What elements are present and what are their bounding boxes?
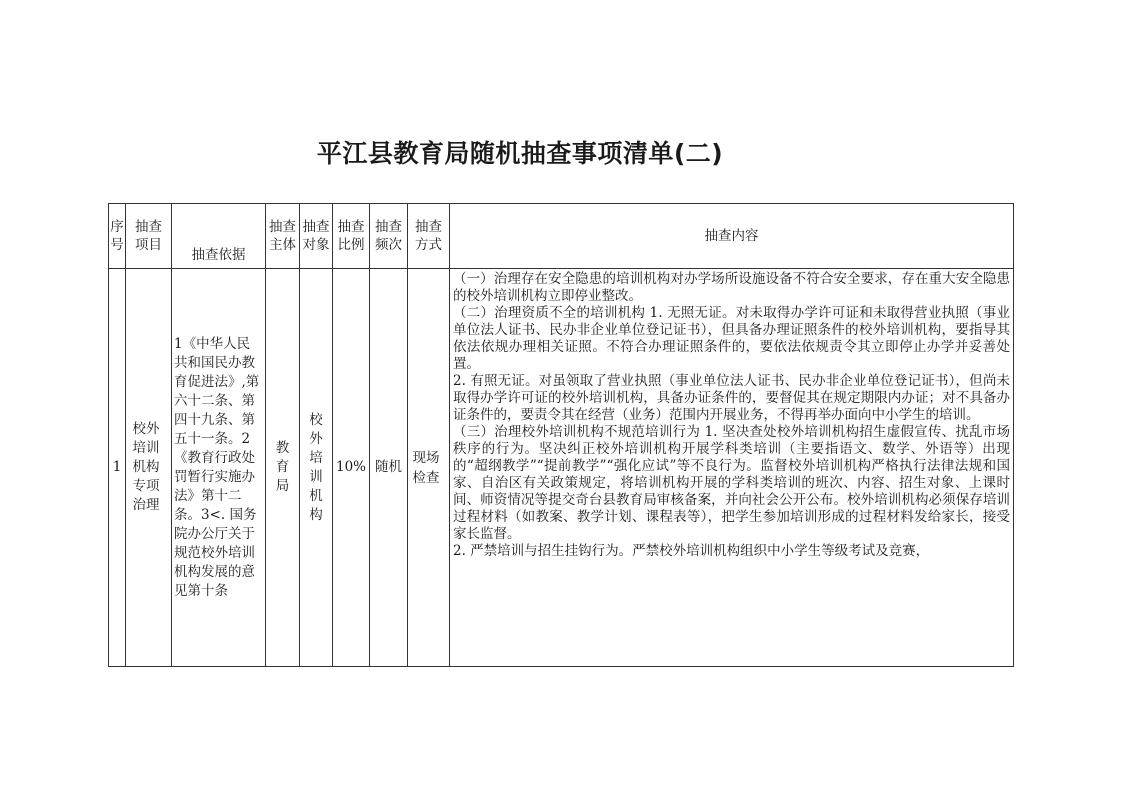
header-basis: 抽查依据 xyxy=(172,204,266,269)
cell-basis: 1《中华人民共和国民办教育促进法》,第六十二条、第四十九条、第五十一条。2《教育行政处罚暂行实施办法》第十二条。3<. 国务院办公厅关于规范校外培训机构发展的意见第十条 xyxy=(172,269,266,667)
page-title: 平江县教育局随机抽查事项清单(二) xyxy=(316,139,724,168)
header-content: 抽查内容 xyxy=(450,204,1014,269)
header-frequency: 抽查频次 xyxy=(370,204,408,269)
content-paragraph: 2. 有照无证。对虽领取了营业执照（事业单位法人证书、民办非企业单位登记证书），但尚未取得办学许可证的校外培训机构，具备办证条件的，要督促其在规定期限内办证；对不具备办证条件的，要责令其在经营（业务）范围内开展业务，不得再举办面向中小学生的培训。 xyxy=(453,373,1010,423)
cell-item: 校外培训机构专项治理 xyxy=(126,269,172,667)
cell-subject: 教育局 xyxy=(266,269,300,667)
content-paragraph: （一）治理存在安全隐患的培训机构对办学场所设施设备不符合安全要求，存在重大安全隐患的校外培训机构立即停业整改。 xyxy=(453,271,1010,304)
inspection-table xyxy=(108,203,1014,667)
content-paragraph: （二）治理资质不全的培训机构 1. 无照无证。对未取得办学许可证和未取得营业执照（事业单位法人证书、民办非企业单位登记证书），但具备办理证照条件的校外培训机构，要指导其依法依规办理相关证照。不符合办理证照条件的，要依法依规责令其立即停止办学并妥善处置。 xyxy=(453,305,1010,372)
header-ratio: 抽查比例 xyxy=(333,204,370,269)
content-paragraph: （三）治理校外培训机构不规范培训行为 1. 坚决查处校外培训机构招生虚假宣传、扰乱市场秩序的行为。坚决纠正校外培训机构开展学科类培训（主要指语文、数学、外语等）出现的“超纲教学”“提前教学”“强化应试”等不良行为。监督校外培训机构严格执行法律法规和国家、自治区有关政策规定，将培训机构开展的学科类培训的班次、内容、招生对象、上课时间、师资情况等提交奇台县教育局审核备案，并向社会公开公布。校外培训机构必须保存培训过程材料（如教案、教学计划、课程表等），把学生参加培训形成的过程材料发给家长，接受家长监督。 xyxy=(453,424,1010,542)
cell-frequency: 随机 xyxy=(370,269,408,667)
table-header-row xyxy=(109,204,1014,269)
table-row xyxy=(109,269,1014,667)
header-subject: 抽查主体 xyxy=(266,204,300,269)
header-item: 抽查项目 xyxy=(126,204,172,269)
cell-method: 现场检查 xyxy=(408,269,450,667)
cell-ratio: 10% xyxy=(333,269,370,667)
cell-seq: 1 xyxy=(109,269,126,667)
header-method: 抽查方式 xyxy=(408,204,450,269)
cell-content xyxy=(450,269,1014,667)
cell-object: 校外培训机构 xyxy=(300,269,333,667)
header-object: 抽查对象 xyxy=(300,204,333,269)
content-paragraph: 2. 严禁培训与招生挂钩行为。严禁校外培训机构组织中小学生等级考试及竞赛， xyxy=(453,543,930,559)
header-seq: 序号 xyxy=(109,204,126,269)
